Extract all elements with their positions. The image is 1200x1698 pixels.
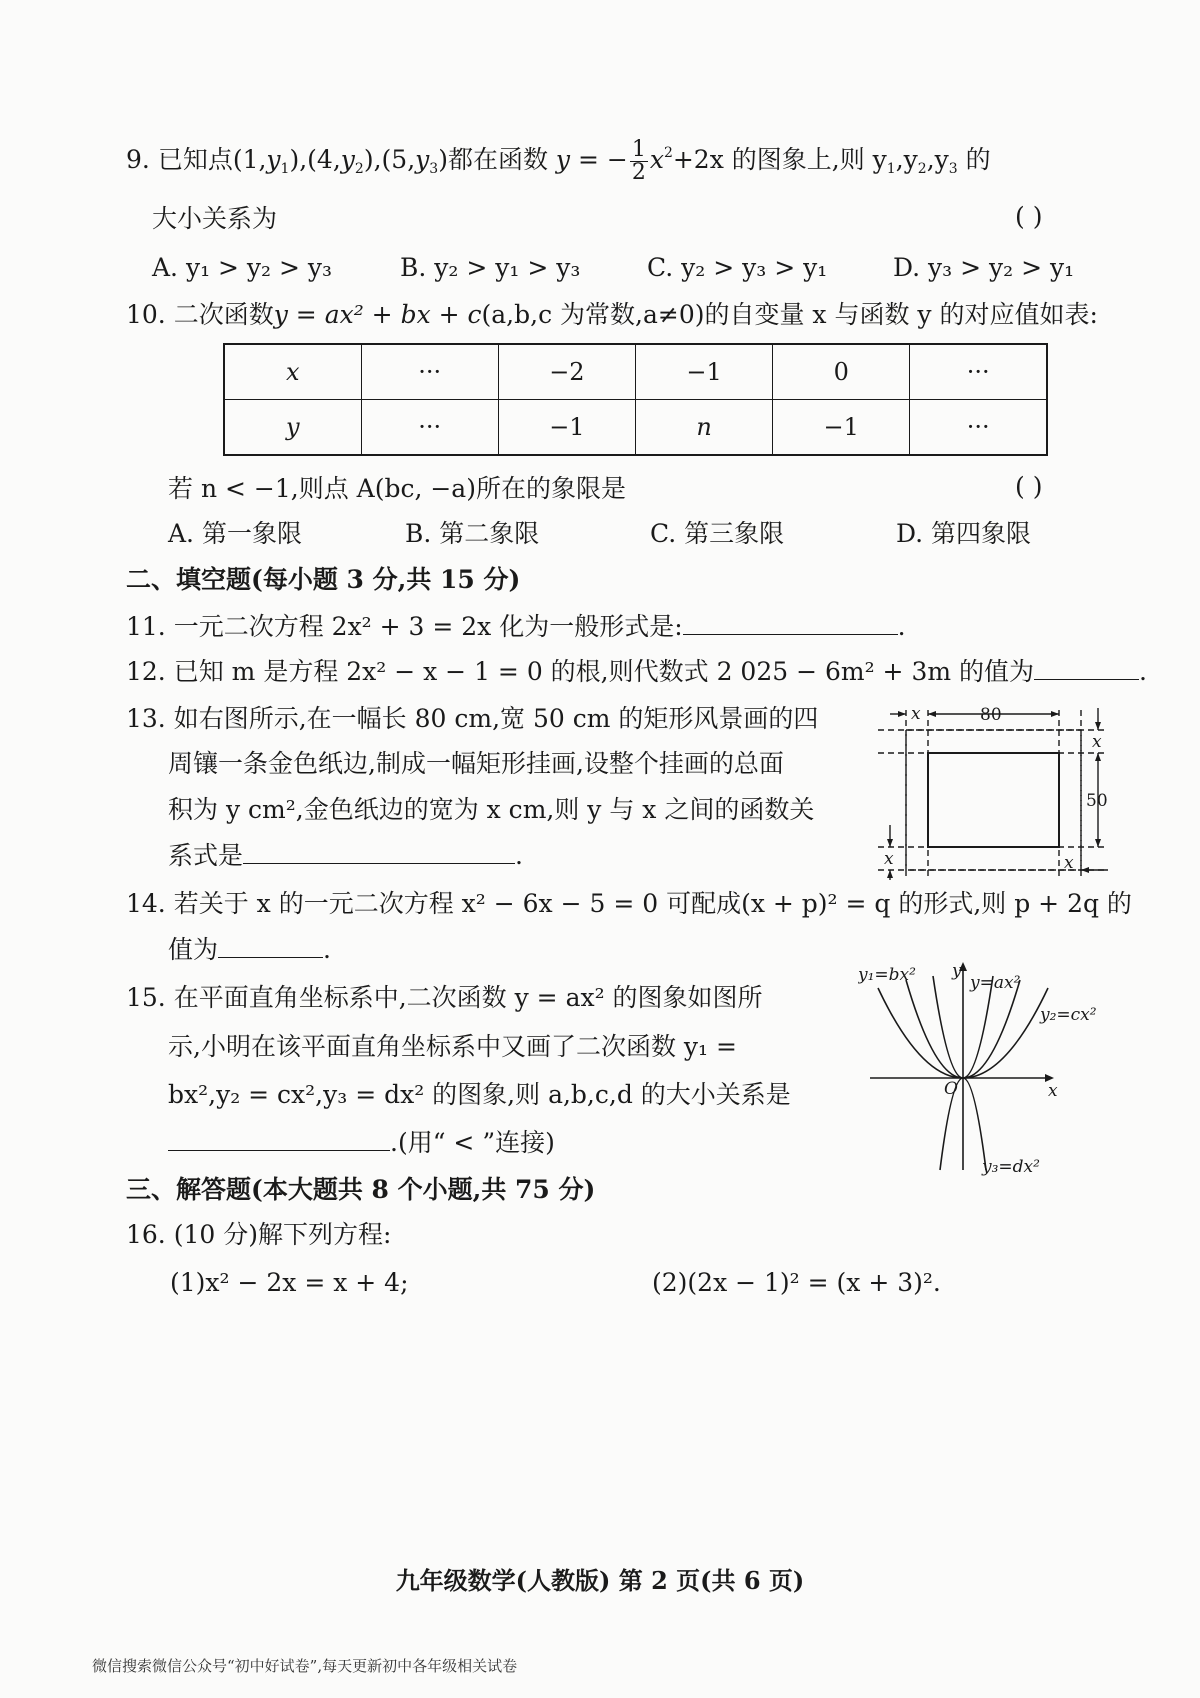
q13-frame-figure — [876, 700, 1116, 880]
q12-answer-blank[interactable] — [1034, 655, 1139, 680]
q15-answer-blank[interactable] — [168, 1126, 390, 1151]
label-y1: y₁=bx² — [858, 965, 916, 985]
q16-part2: (2)(2x − 1)² = (x + 3)². — [652, 1268, 941, 1297]
q16-text: (10 分)解下列方程: — [173, 1220, 392, 1249]
q13-number: 13. — [126, 704, 166, 733]
q9-mid2: ),(5, — [363, 145, 416, 174]
q9-y: y — [266, 145, 281, 174]
q9-sub1: 1 — [280, 161, 290, 177]
label-x: x — [1048, 1081, 1058, 1101]
label-ya: y=ax² — [970, 973, 1021, 993]
q10-text-pre: 二次函数 — [173, 300, 274, 329]
q10-answer-paren: ( ) — [1015, 472, 1043, 501]
q10-option-a: A. 第一象限 — [168, 519, 302, 548]
q9-mid3: )都在函数 — [438, 145, 548, 174]
q9-y-b: y — [340, 145, 355, 174]
q15-line1 — [126, 981, 763, 1015]
q9-sub3: 3 — [429, 161, 439, 177]
q9-lead: 已知点(1, — [157, 145, 267, 174]
q9-option-c: C. y₂ > y₃ > y₁ — [647, 253, 828, 282]
q13-line1 — [126, 702, 818, 736]
fig13-x-right: x — [1092, 732, 1102, 752]
q10-text-post: (a,b,c 为常数,a≠0)的自变量 x 与函数 y 的对应值如表: — [481, 300, 1098, 329]
q10-line1 — [126, 298, 1098, 332]
table-row — [224, 344, 1047, 400]
table-row — [224, 400, 1047, 456]
q16-number: 16. — [126, 1220, 166, 1249]
q12-end: . — [1139, 657, 1147, 686]
q11-end: . — [897, 612, 906, 641]
q9-tail: +2x 的图象上,则 y — [672, 145, 887, 174]
q15-l2: 示,小明在该平面直角坐标系中又画了二次函数 y₁ = — [168, 1032, 737, 1061]
table-cell: −1 — [773, 400, 910, 456]
q9-number: 9. — [126, 145, 150, 174]
watermark-text: 微信搜索微信公众号“初中好试卷”,每天更新初中各年级相关试卷 — [92, 1657, 518, 1675]
fig13-x-bottom: x — [1064, 853, 1074, 873]
outer-frame — [906, 730, 1081, 870]
q9-sub2: 2 — [354, 161, 364, 177]
q13-l1: 如右图所示,在一幅长 80 cm,宽 50 cm 的矩形风景画的四 — [173, 704, 819, 733]
q9-frac-num: 1 — [631, 137, 646, 162]
q15-l4: .(用“ < ”连接) — [390, 1128, 555, 1157]
q14-line1 — [126, 887, 1132, 921]
q10-option-c: C. 第三象限 — [650, 519, 785, 548]
q10-option-b: B. 第二象限 — [405, 519, 540, 548]
q12-number: 12. — [126, 657, 166, 686]
q14-l1: 若关于 x 的一元二次方程 x² − 6x − 5 = 0 可配成(x + p)² = q 的形式,则 p + 2q 的 — [173, 889, 1132, 918]
label-y2: y₂=cx² — [1040, 1005, 1097, 1025]
q9-y-c: y — [415, 145, 430, 174]
fig13-x-left: x — [884, 849, 894, 869]
q9-tail2: ,y — [895, 145, 918, 174]
q11-number: 11. — [126, 612, 166, 641]
q9-tail3: ,y — [926, 145, 949, 174]
fig13-x-top: x — [911, 704, 921, 724]
fig13-width: 80 — [980, 705, 1002, 725]
fig13-height: 50 — [1086, 791, 1108, 811]
q9-answer-paren: ( ) — [1015, 202, 1043, 231]
q13-end: . — [515, 841, 523, 870]
page-footer: 九年级数学(人教版) 第 2 页(共 6 页) — [395, 1566, 805, 1595]
inner-picture — [928, 753, 1059, 847]
table-cell: ··· — [910, 344, 1047, 400]
q15-number: 15. — [126, 983, 166, 1012]
q16-line1 — [126, 1218, 391, 1252]
q12 — [126, 655, 1147, 689]
q9-option-b: B. y₂ > y₁ > y₃ — [400, 253, 581, 282]
table-cell: −2 — [498, 344, 635, 400]
q9-eq: y = − — [555, 145, 628, 174]
q14-line2 — [168, 933, 331, 967]
q12-text: 已知 m 是方程 2x² − x − 1 = 0 的根,则代数式 2 025 − 6m² + 3m 的值为 — [173, 657, 1035, 686]
q9-option-a: A. y₁ > y₂ > y₃ — [152, 253, 333, 282]
table-cell: ··· — [910, 400, 1047, 456]
section-2-heading: 二、填空题(每小题 3 分,共 15 分) — [126, 565, 521, 594]
q9-tsub2: 2 — [917, 161, 927, 177]
q10-condition: 若 n < −1,则点 A(bc, −a)所在的象限是 — [168, 474, 626, 503]
label-origin: O — [944, 1079, 958, 1099]
q11-answer-blank[interactable] — [683, 610, 898, 635]
q10-value-table — [223, 343, 1048, 456]
q13-line4 — [168, 839, 523, 873]
q15-line4 — [168, 1126, 555, 1160]
q9-option-d: D. y₃ > y₂ > y₁ — [893, 253, 1075, 282]
section-3-heading: 三、解答题(本大题共 8 个小题,共 75 分) — [126, 1175, 596, 1204]
q11-text: 一元二次方程 2x² + 3 = 2x 化为一般形式是: — [173, 612, 683, 641]
q14-answer-blank[interactable] — [218, 933, 323, 958]
q14-number: 14. — [126, 889, 166, 918]
q15-l1: 在平面直角坐标系中,二次函数 y = ax² 的图象如图所 — [173, 983, 763, 1012]
table-cell: y — [224, 400, 361, 456]
q9-line1: 9. 已知点$(1,y_1),(4,y_2),(5,y_3)$都在函数 y = − $\frac{1}{2}$ $x^2+2x$ 的图象上,则 $y_1,y_2,y_3$ 的 — [126, 137, 991, 185]
table-cell: −1 — [498, 400, 635, 456]
q15-l3: bx²,y₂ = cx²,y₃ = dx² 的图象,则 a,b,c,d 的大小关系是 — [168, 1080, 791, 1109]
q9-tsub1: 1 — [886, 161, 896, 177]
table-cell: x — [224, 344, 361, 400]
table-cell: −1 — [635, 344, 772, 400]
q10-text-eq: y = ax² + bx + c — [273, 300, 482, 329]
q15-parabola-figure — [858, 958, 1128, 1180]
table-cell: n — [635, 400, 772, 456]
q9-tail4: 的 — [957, 145, 991, 174]
table-cell: ··· — [361, 400, 498, 456]
q13-answer-blank[interactable] — [243, 839, 515, 864]
table-cell: ··· — [361, 344, 498, 400]
q9-line2: 大小关系为 — [152, 204, 278, 233]
q13-l4: 系式是 — [168, 841, 244, 870]
q9-fraction — [630, 139, 648, 184]
label-y3: y₃=dx² — [982, 1157, 1040, 1177]
q11 — [126, 610, 906, 644]
q14-l2: 值为 — [168, 935, 219, 964]
q13-l2: 周镶一条金色纸边,制成一幅矩形挂画,设整个挂画的总面 — [168, 749, 784, 778]
q16-part1: (1)x² − 2x = x + 4; — [170, 1268, 409, 1297]
q13-l3: 积为 y cm²,金色纸边的宽为 x cm,则 y 与 x 之间的函数关 — [168, 795, 815, 824]
q10-number: 10. — [126, 300, 166, 329]
table-cell: 0 — [773, 344, 910, 400]
q9-mid1: ),(4, — [289, 145, 341, 174]
q10-option-d: D. 第四象限 — [896, 519, 1032, 548]
label-y: y — [952, 961, 962, 981]
q9-frac-den: 2 — [631, 160, 646, 185]
q9-tsub3: 3 — [948, 161, 958, 177]
q14-end: . — [323, 935, 331, 964]
